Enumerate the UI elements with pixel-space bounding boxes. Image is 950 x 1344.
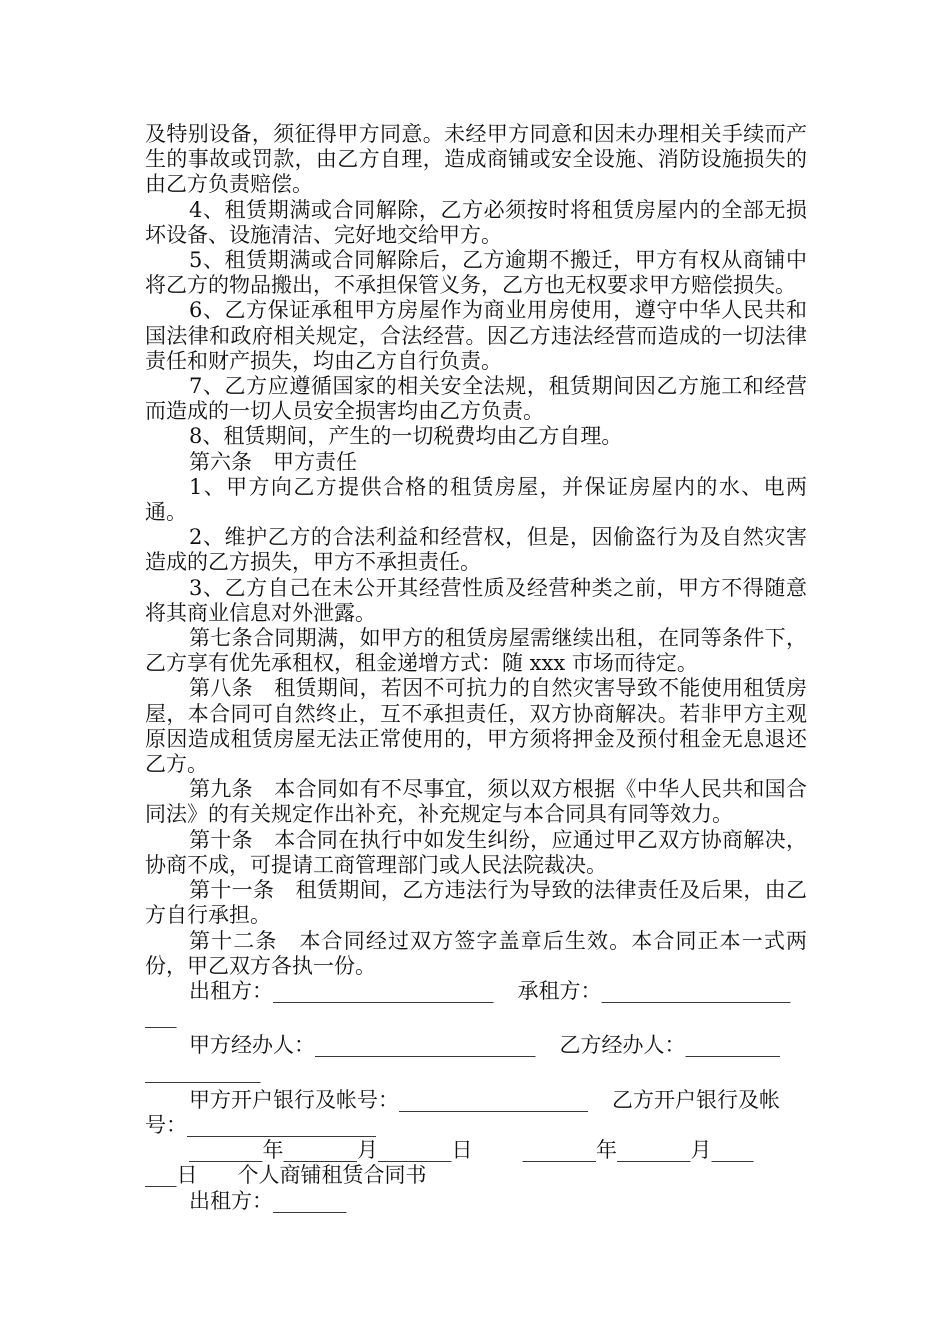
- article-9: 第九条 本合同如有不尽事宜，须以双方根据《中华人民共和国合同法》的有关规定作出补充，补充规定与本合同具有同等效力。: [145, 777, 807, 827]
- article-7: 第七条合同期满，如甲方的租赁房屋需继续出租，在同等条件下，乙方享有优先承租权，租金递增方式：随 xxx 市场而待定。: [145, 626, 807, 676]
- agent-b-blank-tail: ___________: [145, 1058, 261, 1083]
- agent-a-blank: _____________________: [315, 1033, 536, 1058]
- next-lessor-blank: _______: [273, 1188, 347, 1213]
- article-6-item-1: 1、甲方向乙方提供合格的租赁房屋，并保证房屋内的水、电两通。: [145, 474, 807, 525]
- signature-bank-line: [145, 1088, 807, 1113]
- article-8: 第八条 租赁期间，若因不可抗力的自然灾害导致不能使用租赁房屋，本合同可自然终止，互不承担责任，双方协商解决。若非甲方主观原因造成租赁房屋无法正常使用的，甲方须将押金及预付租金无息退还乙方。: [145, 676, 807, 777]
- bank-b-blank: __________________: [187, 1112, 376, 1137]
- agent-b-blank: _________: [685, 1033, 780, 1058]
- clause-item-4: 4、租赁期满或合同解除，乙方必须按时将租赁房屋内的全部无损坏设备、设施清洁、完好地交给甲方。: [145, 197, 807, 247]
- lessee-blank-tail: ___: [145, 1004, 177, 1029]
- date-lessor: _______年_______月_______日: [189, 1138, 473, 1163]
- article-6-item-2: 2、维护乙方的合法利益和经营权，但是，因偷盗行为及自然灾害造成的乙方损失，甲方不承担责任。: [145, 525, 807, 575]
- article-12: 第十二条 本合同经过双方签字盖章后生效。本合同正本一式两份，甲乙双方各执一份。: [145, 928, 807, 978]
- clause-item-8: 8、租赁期间，产生的一切税费均由乙方自理。: [189, 424, 623, 449]
- lessee-label: 承租方：: [517, 978, 602, 1003]
- lessor-label: 出租方：: [189, 978, 273, 1003]
- agent-b-label: 乙方经办人：: [559, 1033, 686, 1058]
- signature-lessor-tail: [145, 1004, 807, 1029]
- lessee-blank: __________________: [601, 978, 791, 1003]
- signature-agent-tail: [145, 1059, 807, 1084]
- date-lessee: _______年_______月____: [522, 1138, 754, 1163]
- signature-agent-line: [145, 1033, 807, 1058]
- signature-lessor-line: [145, 979, 807, 1004]
- article-6-item-3: 3、乙方自己在未公开其经营性质及经营种类之前，甲方不得随意将其商业信息对外泄露。: [145, 575, 807, 625]
- bank-a-blank: __________________: [399, 1087, 588, 1112]
- clause-item-7: 7、乙方应遵循国家的相关安全法规，租赁期间因乙方施工和经营而造成的一切人员安全损害均由乙方负责。: [145, 374, 807, 424]
- signature-date-tail: [145, 1163, 807, 1188]
- bank-b-label-cont: 号：: [145, 1112, 187, 1137]
- signature-date-line: [145, 1138, 807, 1163]
- next-lessor-label: 出租方：: [189, 1188, 273, 1213]
- document-page: [145, 122, 807, 1214]
- next-contract-title: 个人商铺租赁合同书: [237, 1163, 427, 1188]
- clause-item-5: 5、租赁期满或合同解除后，乙方逾期不搬迁，甲方有权从商铺中将乙方的物品搬出，不承担保管义务，乙方也无权要求甲方赔偿损失。: [145, 248, 807, 298]
- bank-b-label: 乙方开户银行及帐: [612, 1087, 780, 1112]
- article-11: 第十一条 租赁期间，乙方违法行为导致的法律责任及后果，由乙方自行承担。: [145, 878, 807, 928]
- bank-a-label: 甲方开户银行及帐号：: [189, 1087, 399, 1112]
- clause-item-6: 6、乙方保证承租甲方房屋作为商业用房使用，遵守中华人民共和国法律和政府相关规定，合法经营。因乙方违法经营而造成的一切法律责任和财产损失，均由乙方自行负责。: [145, 298, 807, 373]
- signature-bank-tail: [145, 1113, 807, 1138]
- next-lessor-line: [145, 1189, 807, 1214]
- article-10: 第十条 本合同在执行中如发生纠纷，应通过甲乙双方协商解决，协商不成，可提请工商管理部门或人民法院裁决。: [145, 827, 807, 877]
- lessor-blank: _____________________: [273, 978, 494, 1003]
- paragraph-continuation: 及特别设备，须征得甲方同意。未经甲方同意和因未办理相关手续而产生的事故或罚款，由乙方自理，造成商铺或安全设施、消防设施损失的由乙方负责赔偿。: [145, 122, 807, 197]
- article-6-heading: 第六条 甲方责任: [189, 449, 357, 474]
- date-lessee-tail: ___日: [145, 1163, 198, 1188]
- agent-a-label: 甲方经办人：: [189, 1033, 315, 1058]
